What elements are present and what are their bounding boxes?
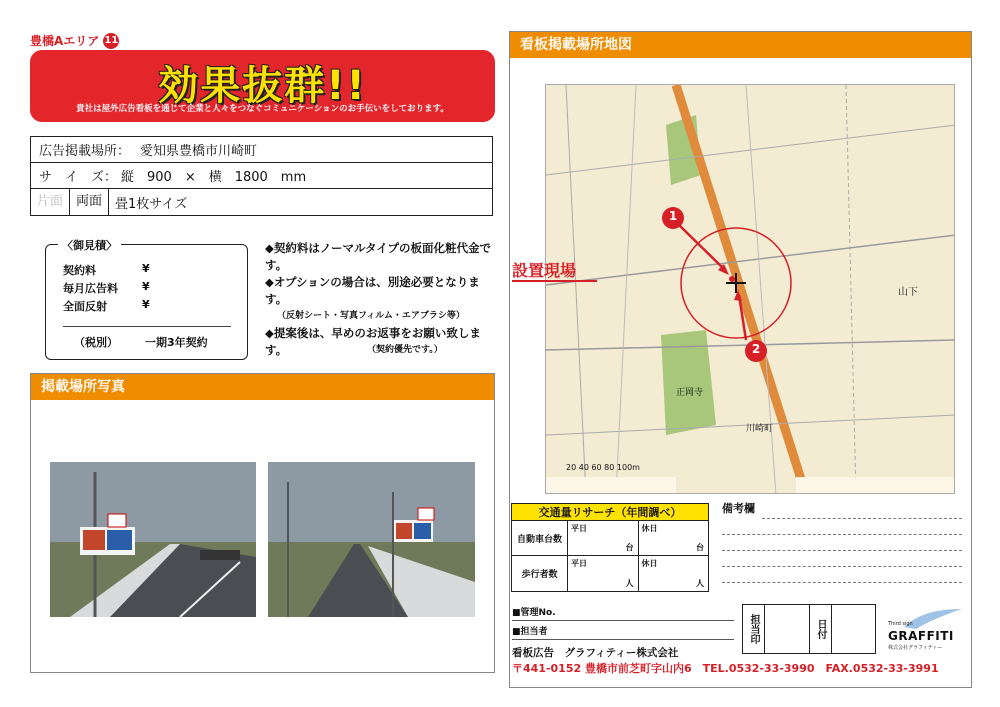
traffic-row-label: 歩行者数 bbox=[512, 556, 568, 591]
traffic-row-cars bbox=[512, 521, 708, 556]
stamp-box bbox=[742, 604, 876, 654]
headline-banner bbox=[30, 50, 495, 122]
logo-main: GRAFFITI bbox=[888, 629, 954, 643]
stamp-charge-label: 担当印 bbox=[743, 605, 765, 653]
site-label: 設置現場 bbox=[512, 261, 577, 280]
note-2: ◆オプションの場合は、別途必要となります。 bbox=[265, 275, 480, 306]
traffic-cell bbox=[639, 521, 709, 555]
location-map bbox=[545, 84, 955, 494]
person-field: ■担当者 bbox=[512, 624, 734, 640]
stamp-date-space bbox=[832, 605, 875, 653]
place-kawasaki: 川崎町 bbox=[746, 424, 774, 434]
traffic-table bbox=[511, 503, 709, 592]
reflect-label: 全面反射 bbox=[63, 300, 107, 313]
map-panel-heading: 看板掲載場所地図 bbox=[510, 32, 971, 58]
place-yamashita: 山下 bbox=[898, 287, 918, 298]
quote-divider bbox=[63, 326, 231, 327]
quote-title: 〈御見積〉 bbox=[58, 237, 121, 253]
traffic-title: 交通量リサーチ（年間調べ） bbox=[512, 504, 708, 521]
tax-note: （税別） bbox=[74, 336, 118, 349]
unit-label: 人 bbox=[625, 579, 634, 588]
map-scale: 20 40 60 80 100m bbox=[566, 463, 640, 472]
remarks-line bbox=[722, 582, 962, 583]
remarks-title: 備考欄 bbox=[722, 502, 755, 515]
marker-1: 1 bbox=[668, 209, 678, 223]
ad-info-table bbox=[30, 136, 493, 216]
traffic-cell bbox=[639, 556, 709, 591]
remarks-line bbox=[762, 518, 962, 519]
unit-label: 台 bbox=[625, 543, 634, 552]
contract-fee-label: 契約料 bbox=[63, 264, 96, 277]
stamp-charge-space bbox=[765, 605, 810, 653]
contract-term: 一期3年契約 bbox=[145, 336, 208, 349]
photo-panel-heading: 掲載場所写真 bbox=[31, 374, 494, 400]
note-2-sub: （反射シート・写真フィルム・エアブラシ等） bbox=[277, 311, 465, 321]
note-1: ◆契約料はノーマルタイプの板面化粧代金です。 bbox=[265, 241, 491, 272]
traffic-cell bbox=[568, 556, 639, 591]
stamp-date-label: 日付 bbox=[810, 605, 832, 653]
note-3-sub: （契約優先です。） bbox=[367, 345, 443, 355]
remarks-area bbox=[722, 500, 962, 583]
remarks-line bbox=[722, 566, 962, 567]
contract-fee-yen: ¥ bbox=[142, 262, 150, 275]
unit-label: 台 bbox=[696, 543, 704, 552]
remarks-line bbox=[722, 550, 962, 551]
weekday-label: 平日 bbox=[571, 524, 587, 533]
company-logo bbox=[884, 605, 964, 653]
site-photo-2 bbox=[268, 462, 475, 617]
traffic-row-pedestrians bbox=[512, 556, 708, 591]
side-single: 片面 bbox=[31, 189, 70, 215]
place-temple: 正岡寺 bbox=[676, 388, 704, 398]
side-note: 畳1枚サイズ bbox=[115, 196, 188, 212]
traffic-row-label: 自動車台数 bbox=[512, 521, 568, 555]
banner-title: 効果抜群!! bbox=[158, 63, 367, 109]
remarks-line bbox=[722, 534, 962, 535]
area-number-badge: 11 bbox=[103, 33, 119, 49]
notes bbox=[265, 240, 495, 359]
area-tag bbox=[30, 32, 119, 49]
holiday-label: 休日 bbox=[641, 559, 658, 568]
footer-address: 〒441-0152 豊橋市前芝町字山内6 TEL.0532-33-3990 FAX.0532-33-3991 bbox=[512, 662, 939, 675]
weekday-label: 平日 bbox=[571, 559, 587, 568]
note-3: ◆提案後は、早めのお返事をお願い致します。 bbox=[265, 326, 481, 357]
site-photo-1 bbox=[50, 462, 256, 617]
location-row bbox=[31, 137, 492, 163]
holiday-label: 休日 bbox=[641, 524, 658, 533]
monthly-fee-yen: ¥ bbox=[142, 280, 150, 293]
location-label: 広告掲載場所： bbox=[39, 144, 131, 159]
monthly-fee-label: 毎月広告料 bbox=[63, 282, 118, 295]
size-value: 縦 900 × 横 1800 mm bbox=[121, 170, 307, 185]
side-double: 両面 bbox=[70, 189, 109, 215]
size-row bbox=[31, 163, 492, 189]
mgmt-no-field: ■管理No. bbox=[512, 605, 734, 621]
reflect-yen: ¥ bbox=[142, 298, 150, 311]
traffic-cell bbox=[568, 521, 639, 555]
area-label: 豊橋Aエリア bbox=[30, 34, 100, 48]
marker-2: 2 bbox=[751, 342, 761, 356]
banner-subtitle: 貴社は屋外広告看板を通じて企業と人々をつなぐコミュニケーションのお手伝いをしております。 bbox=[76, 104, 449, 114]
logo-small: Third sign bbox=[888, 621, 913, 627]
site-pointer-line bbox=[512, 280, 597, 282]
side-row bbox=[31, 189, 492, 215]
footer-company: 看板広告 グラフィティー株式会社 bbox=[512, 647, 679, 659]
unit-label: 人 bbox=[696, 579, 704, 588]
logo-kana: 株式会社グラフィティー bbox=[888, 645, 943, 651]
size-label: サ イ ズ： bbox=[39, 170, 118, 185]
location-value: 愛知県豊橋市川崎町 bbox=[140, 144, 258, 159]
